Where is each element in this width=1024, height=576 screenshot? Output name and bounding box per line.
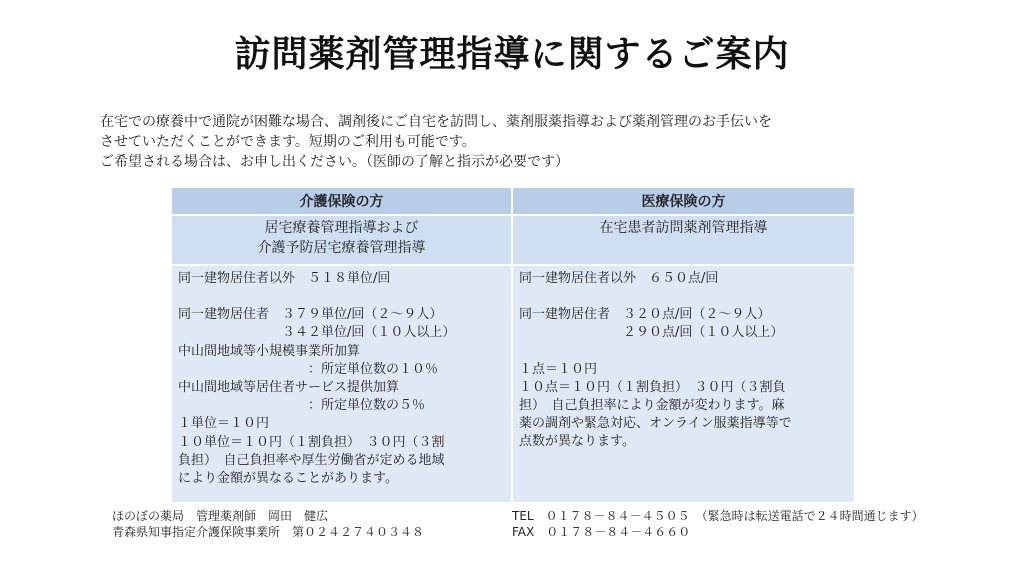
iryo-line: １０点＝１０円（１割負担） ３０円（３割負 <box>519 379 786 395</box>
header-iryo: 医療保険の方 <box>512 187 855 215</box>
footer-tel: TEL ０１７８－８４－４５０５ （緊急時は転送電話で２４時間通じます） <box>512 509 924 523</box>
footer-pharmacy: ほのぼの薬局 管理薬剤師 岡田 健広 <box>112 509 329 523</box>
subheader-iryo-line: 在宅患者訪問薬剤管理指導 <box>599 220 768 236</box>
kaigo-line: １単位＝１０円 <box>178 416 270 432</box>
table-subheader-row <box>171 215 855 265</box>
iryo-line: 薬の調剤や緊急対応、オンライン服薬指導等で <box>519 416 792 432</box>
intro-line: 在宅での療養中で通院が困難な場合、調剤後にご自宅を訪問し、薬剤服薬指導および薬剤管理のお手伝いを <box>100 114 772 130</box>
iryo-line: 同一建物居住者 ３２０点/回（２～９人） <box>519 307 771 323</box>
iryo-details <box>512 265 855 503</box>
fee-table <box>170 186 856 504</box>
iryo-line: ２９０点/回（１０人以上） <box>519 325 784 341</box>
kaigo-line: 負担） 自己負担率や厚生労働省が定める地域 <box>178 452 445 468</box>
iryo-line: 同一建物居住者以外 ６５０点/回 <box>519 271 719 286</box>
iryo-line <box>519 288 848 306</box>
table-header-row <box>171 187 855 215</box>
intro-line: ご希望される場合は、お申し出ください。（医師の了解と指示が必要です） <box>100 154 569 170</box>
iryo-line: 点数が異なります。 <box>519 434 635 450</box>
footer-fax: FAX ０１７８－８４－４６６０ <box>512 525 691 539</box>
kaigo-line: １０単位＝１０円（１割負担） ３０円（３割 <box>178 434 445 450</box>
iryo-line: 担） 自己負担率により金額が変わります。麻 <box>519 398 785 414</box>
kaigo-line: ：所定単位数の１０％ <box>178 361 439 377</box>
kaigo-line: ３４２単位/回（１０人以上） <box>178 325 456 341</box>
intro-line: させていただくことができます。短期のご利用も可能です。 <box>100 134 476 150</box>
kaigo-line <box>178 288 505 306</box>
iryo-line <box>519 343 848 361</box>
kaigo-line: 中山間地域等小規模事業所加算 <box>178 343 361 359</box>
kaigo-line: 同一建物居住者以外 ５１８単位/回 <box>178 271 391 286</box>
table-body-row <box>171 265 855 503</box>
subheader-kaigo-line: 介護予防居宅療養管理指導 <box>257 240 426 256</box>
iryo-line: １点＝１０円 <box>519 361 598 377</box>
intro-text <box>100 112 940 172</box>
kaigo-details <box>171 265 512 503</box>
footer-contact-info <box>512 508 924 540</box>
subheader-kaigo <box>171 215 512 265</box>
footer-pharmacy-info <box>112 508 424 540</box>
subheader-kaigo-line: 居宅療養管理指導および <box>264 220 419 236</box>
subheader-iryo <box>512 215 855 265</box>
kaigo-line: により金額が異なることがあります。 <box>178 471 398 487</box>
header-kaigo: 介護保険の方 <box>171 187 512 215</box>
page-title: 訪問薬剤管理指導に関するご案内 <box>234 34 790 75</box>
footer-license: 青森県知事指定介護保険事業所 第０２４２７４０３４８ <box>112 525 425 539</box>
kaigo-line: 同一建物居住者 ３７９単位/回（２～９人） <box>178 307 443 323</box>
kaigo-line: ：所定単位数の５％ <box>178 398 426 414</box>
kaigo-line: 中山間地域等居住者サービス提供加算 <box>178 380 400 396</box>
